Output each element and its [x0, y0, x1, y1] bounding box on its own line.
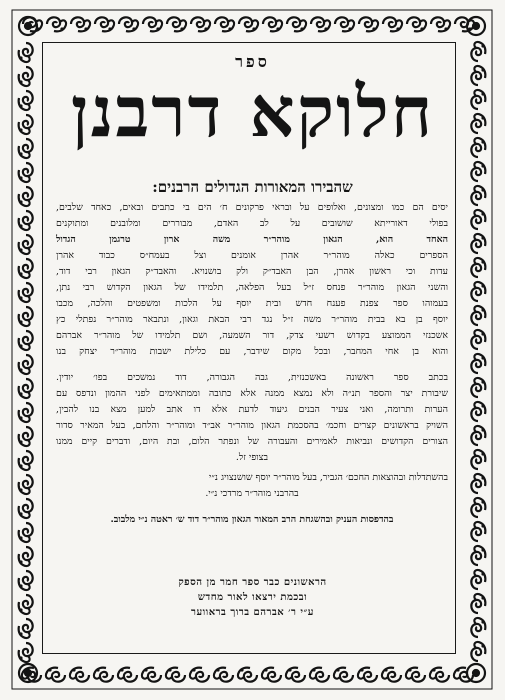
text-line: שיבורת יצר והספר תנ״ה ולא נמצא ממנה אלא כתובה וממתאימים לפני ההמון ונדפס עם: [56, 388, 448, 399]
subtitle: שהבירו המאורות הגדולים הרבנים:: [152, 178, 353, 196]
publisher-line: הראשונים כבר ספר חמר מן הספק: [178, 577, 327, 588]
text-line: הצורים הקדושים ונביאות לאמירים והעבורה של ונפתר הלום, ובת היום, ודברים קיים ממנו: [56, 436, 448, 447]
publisher-line: ובכמת ירצאו לאור מחדש: [197, 592, 308, 603]
text-line: והוא בן אחי המחבר, ובכל מקום שידבר, עם כלילת ישבות מוהר״ר יצחק בנו: [56, 346, 448, 357]
approbation-paragraph: [56, 434, 448, 466]
text-line: יוסף בן בא בבית מוהר״ר משה ז״ל נגד רבי הבאת וגאון, ונתבאר מוהר״ר נפתלי כץ: [56, 314, 448, 325]
text-line: השויק בראשונים קצרים וחכמ׳ בהסכמת הגאון מוהר״ר אב״ד ומוהר״ר והלחם, בעל המאיר סדור: [56, 420, 448, 431]
text-line: והשני הגאון מוהר״ר פנחס ז״ל בעל הפלאה, תלמידו של הגאון הקדוש רבי נתן,: [56, 282, 448, 293]
text-line: בצופי זל.: [235, 452, 269, 463]
printing-paragraph: [56, 512, 448, 528]
text-line: הערות ותרומה, ואני צעיר הבנים גיעוד לדעת אלא דו אתב למען מצא בנו להבין,: [56, 404, 448, 415]
text-line: יסים הם כמו ומצונים, ואלופים על ובראי פרקונים ח׳ הים בי כתבים ובאים, כאחד שלבים,: [56, 202, 448, 213]
text-line: בעמוהו ספר צפנת פענח חדש ובית יוסף על הלכות ומשפטים והלכה, מכבו: [56, 298, 448, 309]
publisher-block: [110, 575, 395, 620]
sefer-heading: ספר: [235, 52, 270, 71]
text-line: הספרים כאלה מוהר״ר אהרן אומנים וצל בעמח״ס כבוד אהרן: [56, 250, 448, 261]
sponsors-paragraph: [56, 470, 448, 502]
book-title: חלוקא דרבנן: [70, 72, 435, 152]
text-line: האחד הוא, הגאון מוהר״ר משה ארון טרגמן הגדול: [56, 234, 448, 245]
text-line: בכתב ספר ראשונה באשכנזית, גבה הגבורה, דוד נמשכים בפו׳ יודין.: [56, 372, 448, 383]
publisher-line: ע״י ר׳ אברהם ברוך בראווער: [191, 607, 314, 618]
text-line: עדות וכי ראשון אהרן, הבן האבד״ק ולק בושנויא. והאבד״ק הגאון רבי דוד,: [56, 266, 448, 277]
authors-paragraph: [56, 200, 448, 360]
text-line: בהשתדלות ובהוצאות החכם׳ הגביר, בעל מוהר״ר יוסף שושנצויג נ״י: [208, 472, 448, 483]
text-line: בהרבני מוהר״ר מרדכי נ״י.: [205, 488, 299, 499]
text-line: בהדפסות העניק ובהשגחת הרב המאור הגאון מוהר״ר דוד ש׳ ראטה נ״י מלבוב.: [110, 514, 394, 525]
history-paragraph: [56, 370, 448, 434]
text-line: אשכנזי הממוצע בקדוש רשעי צדק, דור השמעה, ושם תלמידו של מוהר״ר אברהם: [56, 330, 448, 341]
text-line: בפולי דאורייתא שושובים על לב האדם, מבוררים ומלובנים ומתוקנים: [56, 218, 448, 229]
